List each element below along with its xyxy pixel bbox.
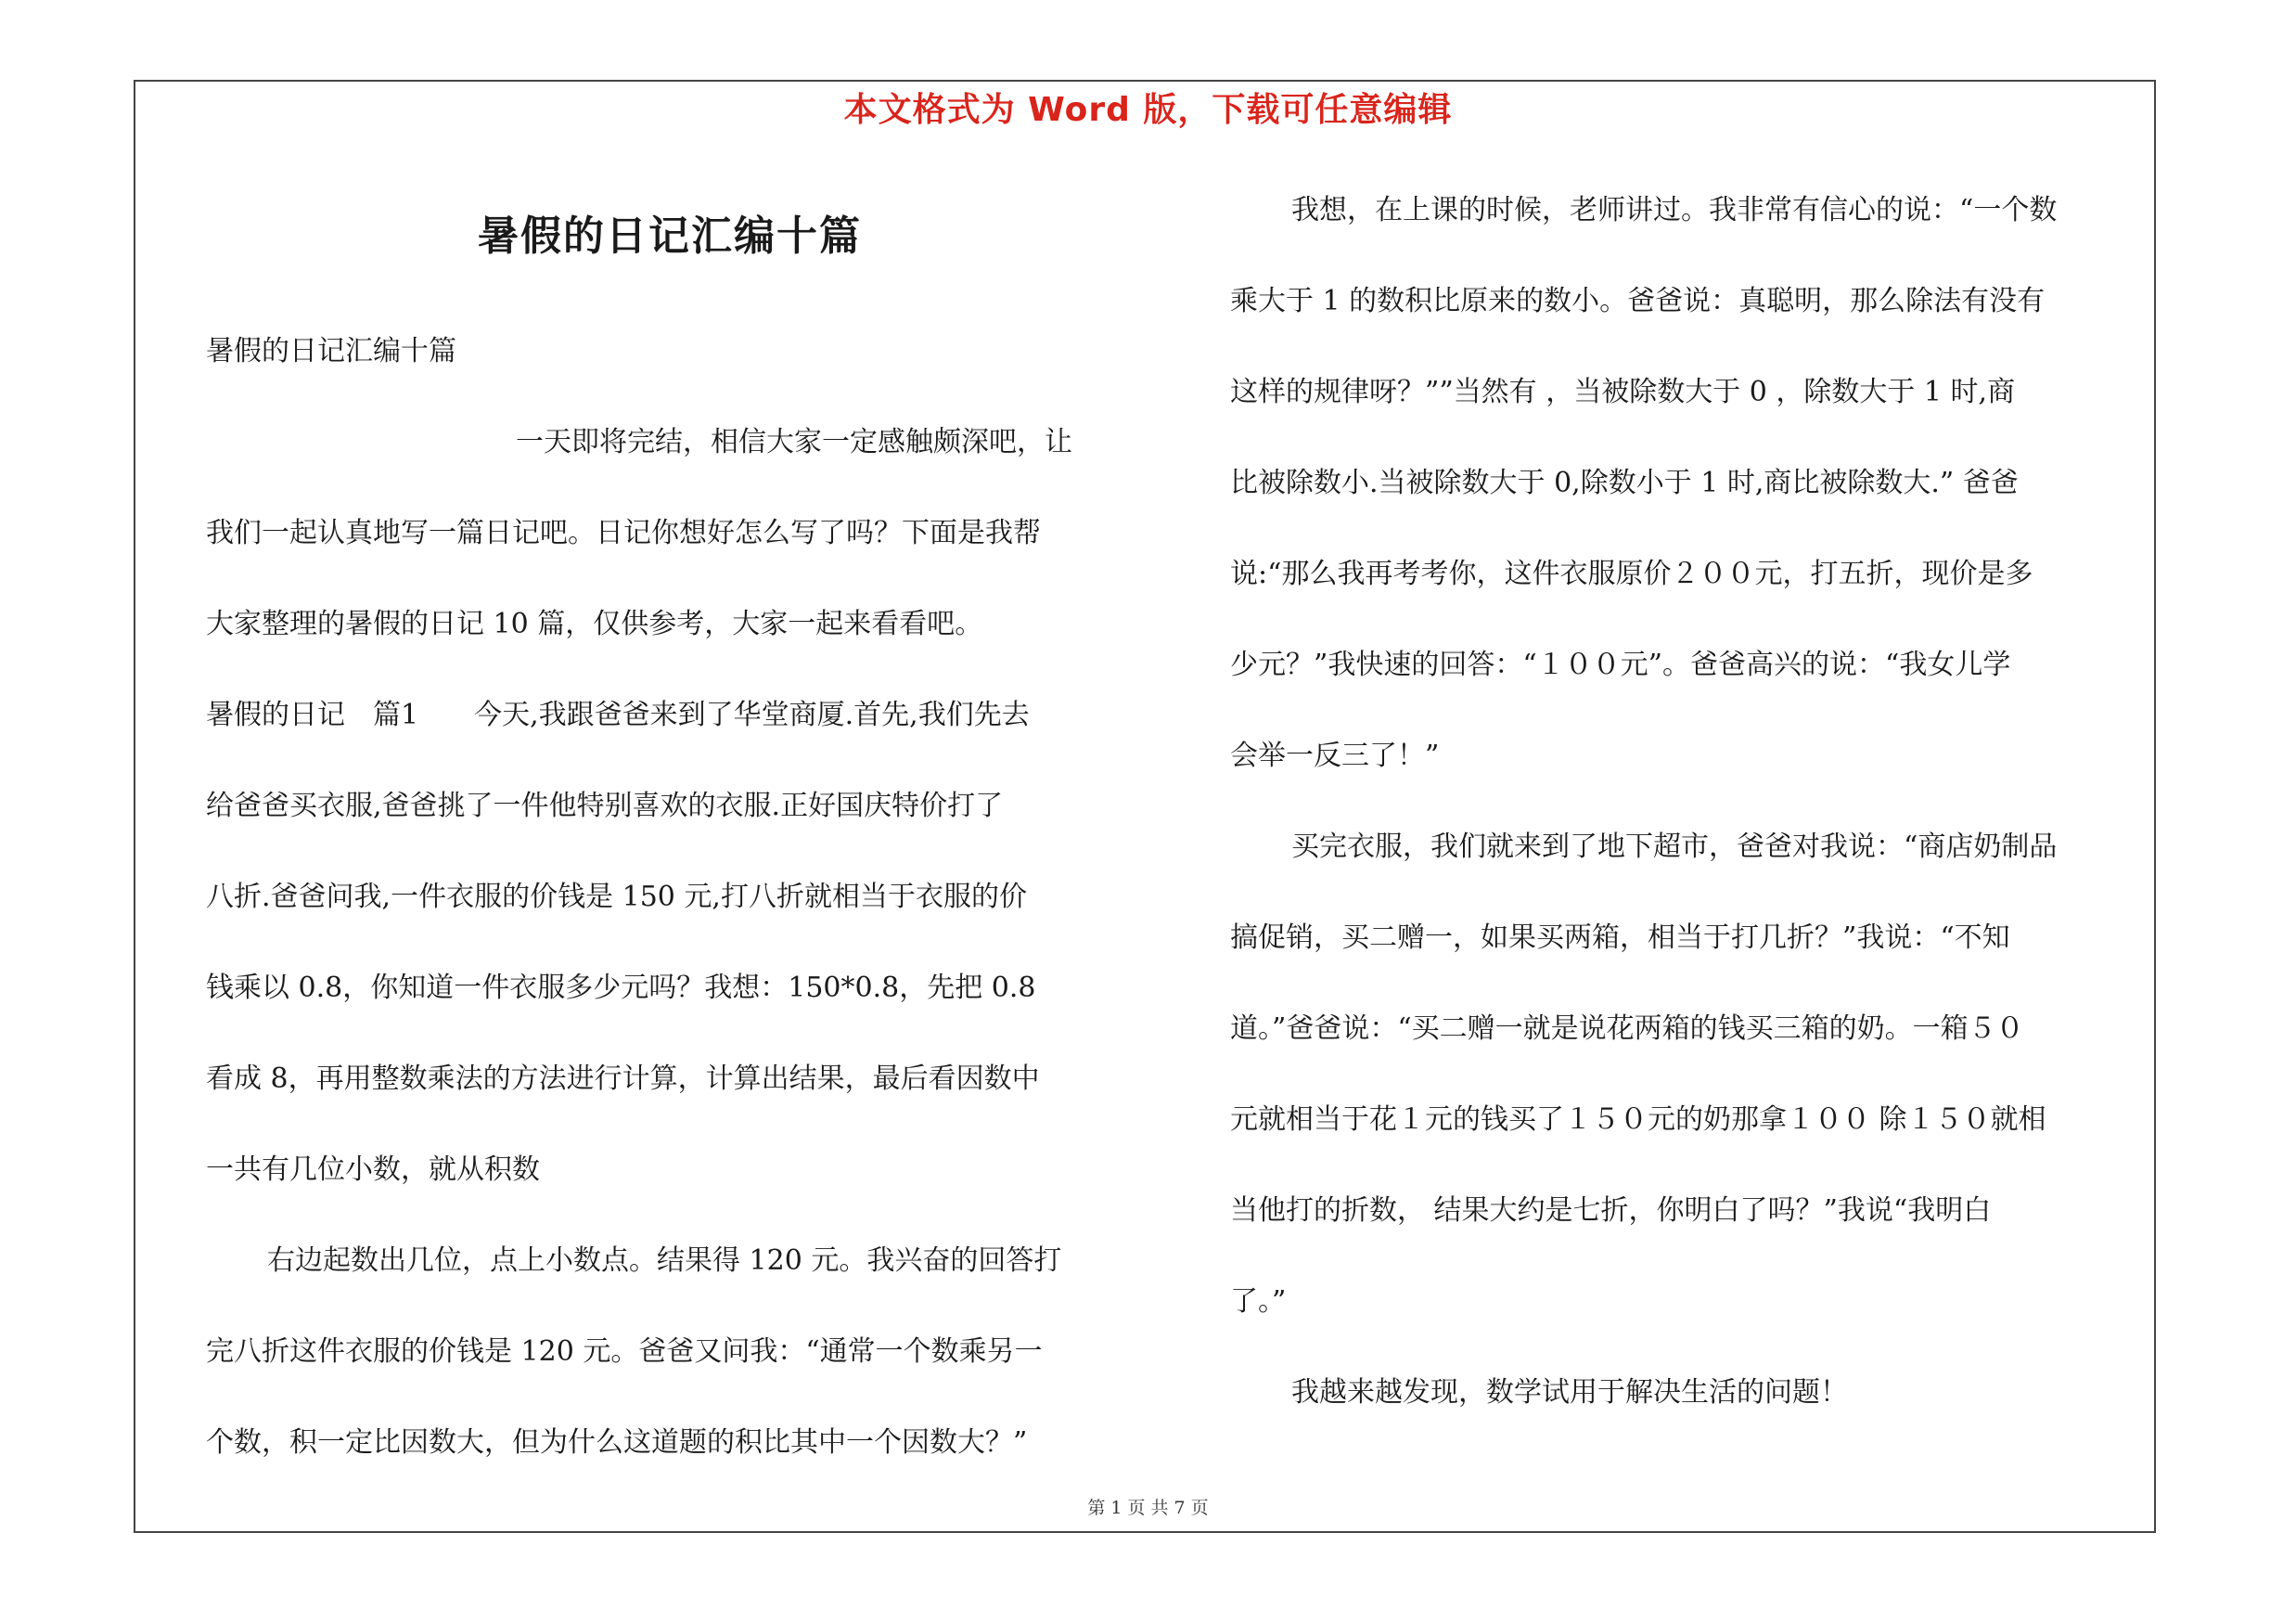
- text-line: 给爸爸买衣服,爸爸挑了一件他特别喜欢的衣服.正好国庆特价打了: [206, 790, 1004, 822]
- format-banner: 本文格式为 Word 版，下载可任意编辑: [843, 91, 1453, 129]
- text-line: 看成 8，再用整数乘法的方法进行计算，计算出结果，最后看因数中: [206, 1063, 1040, 1095]
- text-line: 暑假的日记 篇1 今天,我跟爸爸来到了华堂商厦.首先,我们先去: [206, 699, 1030, 731]
- text-line: 搞促销，买二赠一，如果买两箱，相当于打几折？”我说：“不知: [1230, 921, 2010, 954]
- text-line: 当他打的折数， 结果大约是七折，你明白了吗？”我说“我明白: [1230, 1194, 1992, 1227]
- text-line: 买完衣服，我们就来到了地下超市，爸爸对我说：“商店奶制品: [1291, 831, 2058, 863]
- text-line: 比被除数小.当被除数大于 0,除数小于 1 时,商比被除数大.” 爸爸: [1230, 467, 2019, 499]
- text-line: 道。”爸爸说：“买二赠一就是说花两箱的钱买三箱的奶。一箱５０: [1230, 1012, 2024, 1045]
- text-line: 了。”: [1230, 1285, 1287, 1318]
- text-line: 右边起数出几位，点上小数点。结果得 120 元。我兴奋的回答打: [267, 1244, 1062, 1277]
- text-line: 元就相当于花１元的钱买了１５０元的奶那拿１００ 除１５０就相: [1230, 1103, 2046, 1136]
- text-line: 乘大于 1 的数积比原来的数小。爸爸说：真聪明，那么除法有没有: [1230, 285, 2046, 317]
- text-line: 我们一起认真地写一篇日记吧。日记你想好怎么写了吗？下面是我帮: [206, 517, 1041, 549]
- right-column: [1230, 165, 2148, 1438]
- text-line: 完八折这件衣服的价钱是 120 元。爸爸又问我：“通常一个数乘另一: [206, 1335, 1043, 1368]
- text-line: 一天即将完结，相信大家一定感触颇深吧，让: [516, 426, 1072, 458]
- text-line: 个数，积一定比因数大，但为什么这道题的积比其中一个因数大？”: [206, 1426, 1028, 1459]
- text-line: 我想，在上课的时候，老师讲过。我非常有信心的说：“一个数: [1291, 194, 2058, 226]
- text-line: 八折.爸爸问我,一件衣服的价钱是 150 元,打八折就相当于衣服的价: [206, 881, 1027, 913]
- text-line: 暑假的日记汇编十篇: [206, 335, 456, 367]
- text-line: 我越来越发现，数学试用于解决生活的问题！: [1291, 1376, 1848, 1409]
- text-line: 一共有几位小数，就从积数: [206, 1153, 540, 1186]
- text-line: 会举一反三了！”: [1230, 740, 1440, 772]
- text-line: 这样的规律呀？””当然有 ，当被除数大于 0 ，除数大于 1 时,商: [1230, 376, 2016, 408]
- page-footer: 第 1 页 共 7 页: [1087, 1498, 1209, 1518]
- text-line: 钱乘以 0.8，你知道一件衣服多少元吗？我想：150*0.8，先把 0.8: [206, 972, 1036, 1004]
- text-line: 少元？”我快速的回答：“１００元”。爸爸高兴的说：“我女儿学: [1230, 649, 2011, 681]
- text-line: 大家整理的暑假的日记 10 篇，仅供参考，大家一起来看看吧。: [206, 608, 983, 640]
- left-column: [206, 306, 1134, 1488]
- document-title: 暑假的日记汇编十篇: [478, 213, 862, 260]
- text-line: 说:“那么我再考考你，这件衣服原价２００元，打五折，现价是多: [1230, 558, 2033, 590]
